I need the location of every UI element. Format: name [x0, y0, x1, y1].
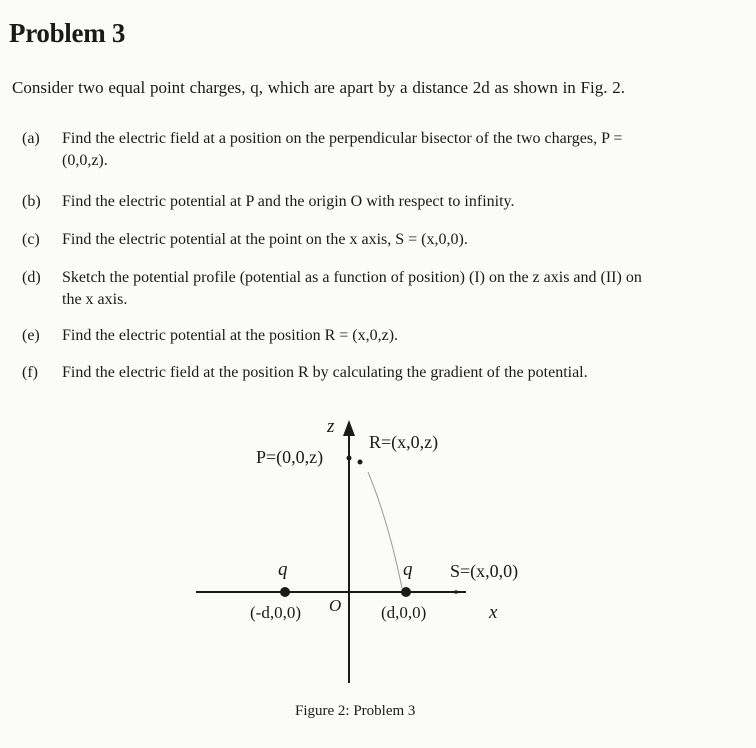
figure-caption: Figure 2: Problem 3 — [295, 703, 416, 719]
z-axis-label: z — [327, 416, 335, 437]
part-b — [22, 191, 514, 213]
part-text-continued: the x axis. — [62, 291, 128, 308]
problem-title: Problem 3 — [9, 18, 126, 48]
x-axis-label: x — [489, 602, 498, 623]
part-text: Find the electric field at the position R by calculating the gradient of the potential. — [62, 364, 588, 381]
part-text: Find the electric field at a position on the perpendicular bisector of the two charges, P = — [62, 130, 623, 147]
part-f — [22, 362, 588, 384]
z-axis-arrowhead — [343, 420, 355, 436]
problem-intro: Consider two equal point charges, q, which are apart by a distance 2d as shown in Fig. 2. — [12, 78, 625, 97]
part-e — [22, 325, 398, 347]
part-text: Find the electric potential at the position R = (x,0,z). — [62, 327, 399, 344]
part-label: (c) — [22, 231, 40, 248]
part-text-continued: (0,0,z). — [62, 152, 108, 169]
point-p-dot — [347, 456, 352, 461]
charge-right-dot — [401, 587, 411, 597]
charge-right-position: (d,0,0) — [381, 603, 427, 622]
part-label: (b) — [22, 193, 41, 210]
part-label: (f) — [22, 364, 38, 381]
part-label: (a) — [22, 130, 40, 147]
charge-left-dot — [280, 587, 290, 597]
point-p-label: P=(0,0,z) — [256, 447, 324, 467]
charge-right-label: q — [403, 559, 413, 580]
point-s-label: S=(x,0,0) — [450, 561, 519, 581]
part-label: (d) — [22, 269, 41, 286]
part-text: Sketch the potential profile (potential as a function of position) (I) on the z axis and (II) on — [62, 269, 642, 286]
point-s-dot — [454, 590, 458, 594]
part-text: Find the electric potential at the point on the x axis, S = (x,0,0). — [62, 231, 468, 248]
part-label: (e) — [22, 327, 40, 344]
pencil-mark — [368, 472, 402, 588]
part-d — [22, 267, 642, 311]
charge-left-label: q — [278, 559, 288, 580]
origin-label: O — [329, 596, 342, 615]
point-r-label: R=(x,0,z) — [369, 432, 439, 452]
part-c — [22, 229, 468, 251]
part-text: Find the electric potential at P and the origin O with respect to infinity. — [62, 193, 515, 210]
part-a — [22, 128, 622, 172]
charge-left-position: (-d,0,0) — [250, 603, 301, 622]
point-r-dot — [358, 460, 363, 465]
